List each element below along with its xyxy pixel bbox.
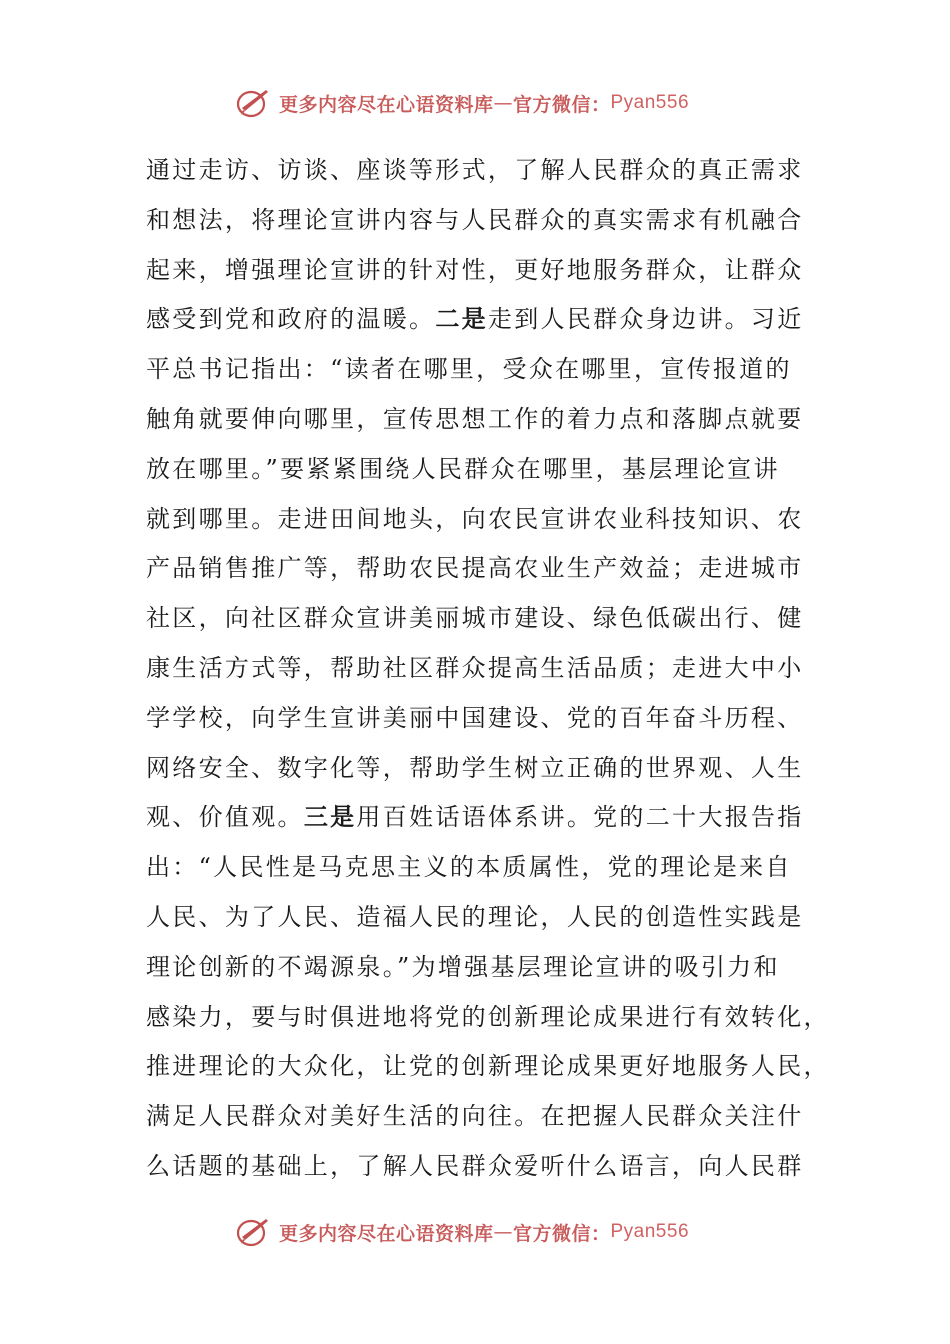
watermark-wechat-id: Pyan556 bbox=[610, 1221, 690, 1242]
text-run: 产品销售推广等，帮助农民提高农业生产效益；走进城市 bbox=[146, 554, 804, 583]
text-run: 通过走访、访谈、座谈等形式，了解人民群众的真正需求 bbox=[146, 156, 804, 184]
watermark-label: 官方微信： bbox=[512, 1222, 611, 1245]
text-line bbox=[146, 499, 804, 549]
text-run: 和想法，将理论宣讲内容与人民群众的真实需求有机融合 bbox=[146, 205, 804, 234]
quill-seal-logo-icon bbox=[233, 1214, 273, 1250]
bold-run: 三是 bbox=[303, 803, 357, 832]
text-run: 网络安全、数字化等，帮助学生树立正确的世界观、人生 bbox=[146, 753, 804, 782]
text-line bbox=[146, 748, 804, 798]
text-line bbox=[146, 847, 796, 897]
text-run: 起来，增强理论宣讲的针对性，更好地服务群众，让群众 bbox=[146, 255, 804, 284]
paragraph bbox=[146, 150, 830, 1196]
quill-seal-logo-icon bbox=[233, 85, 273, 121]
text-line bbox=[146, 698, 804, 748]
text-line bbox=[146, 449, 796, 499]
text-run: 感染力，要与时俱进地将党的创新理论成果进行有效转化， bbox=[146, 1002, 830, 1031]
watermark-text: 更多内容尽在心语资料库 bbox=[278, 1222, 494, 1245]
text-line bbox=[146, 598, 804, 648]
text-line bbox=[146, 1096, 804, 1146]
bold-run: 二是 bbox=[435, 305, 488, 334]
text-line bbox=[146, 797, 804, 847]
text-run: 放在哪里。”要紧紧围绕人民群众在哪里，基层理论宣讲 bbox=[146, 454, 780, 483]
document-body bbox=[146, 150, 830, 1196]
text-line bbox=[146, 299, 804, 349]
text-run: 就到哪里。走进田间地头，向农民宣讲农业科技知识、农 bbox=[146, 504, 804, 533]
text-line bbox=[146, 150, 804, 200]
text-run: 触角就要伸向哪里，宣传思想工作的着力点和落脚点就要 bbox=[146, 404, 804, 433]
text-run: 推进理论的大众化，让党的创新理论成果更好地服务人民， bbox=[146, 1052, 830, 1081]
text-run: 么话题的基础上，了解人民群众爱听什么语言，向人民群 bbox=[146, 1151, 804, 1180]
watermark-wechat-id: Pyan556 bbox=[610, 92, 690, 113]
watermark-text: 更多内容尽在心语资料库 bbox=[278, 93, 494, 116]
footer-watermark bbox=[0, 1212, 950, 1252]
text-line bbox=[146, 349, 796, 399]
text-line bbox=[146, 1146, 804, 1196]
text-line bbox=[146, 648, 804, 698]
text-run: 平总书记指出：“读者在哪里，受众在哪里，宣传报道的 bbox=[146, 355, 792, 384]
text-run: 走到人民群众身边讲。习近 bbox=[487, 305, 804, 334]
header-watermark bbox=[0, 83, 950, 123]
watermark-label: 官方微信： bbox=[512, 93, 611, 116]
text-line bbox=[146, 1046, 830, 1096]
text-run: 社区，向社区群众宣讲美丽城市建设、绿色低碳出行、健 bbox=[146, 604, 804, 633]
watermark-separator: — bbox=[493, 1221, 513, 1243]
text-run: 人民、为了人民、造福人民的理论，人民的创造性实践是 bbox=[146, 902, 804, 931]
text-line bbox=[146, 997, 830, 1047]
text-line bbox=[146, 548, 804, 598]
watermark-separator: — bbox=[493, 92, 513, 114]
text-run: 学学校，向学生宣讲美丽中国建设、党的百年奋斗历程、 bbox=[146, 703, 804, 732]
text-run: 出：“人民性是马克思主义的本质属性，党的理论是来自 bbox=[146, 853, 792, 882]
text-run: 用百姓话语体系讲。党的二十大报告指 bbox=[356, 803, 804, 832]
text-line bbox=[146, 250, 804, 300]
text-run: 观、价值观。 bbox=[146, 803, 304, 832]
text-run: 康生活方式等，帮助社区群众提高生活品质；走进大中小 bbox=[146, 653, 804, 682]
text-run: 理论创新的不竭源泉。”为增强基层理论宣讲的吸引力和 bbox=[146, 952, 780, 981]
text-line bbox=[146, 200, 804, 250]
text-run: 感受到党和政府的温暖。 bbox=[146, 305, 436, 334]
text-line bbox=[146, 399, 804, 449]
text-line bbox=[146, 947, 796, 997]
text-run: 满足人民群众对美好生活的向往。在把握人民群众关注什 bbox=[146, 1102, 804, 1131]
text-line bbox=[146, 897, 804, 947]
